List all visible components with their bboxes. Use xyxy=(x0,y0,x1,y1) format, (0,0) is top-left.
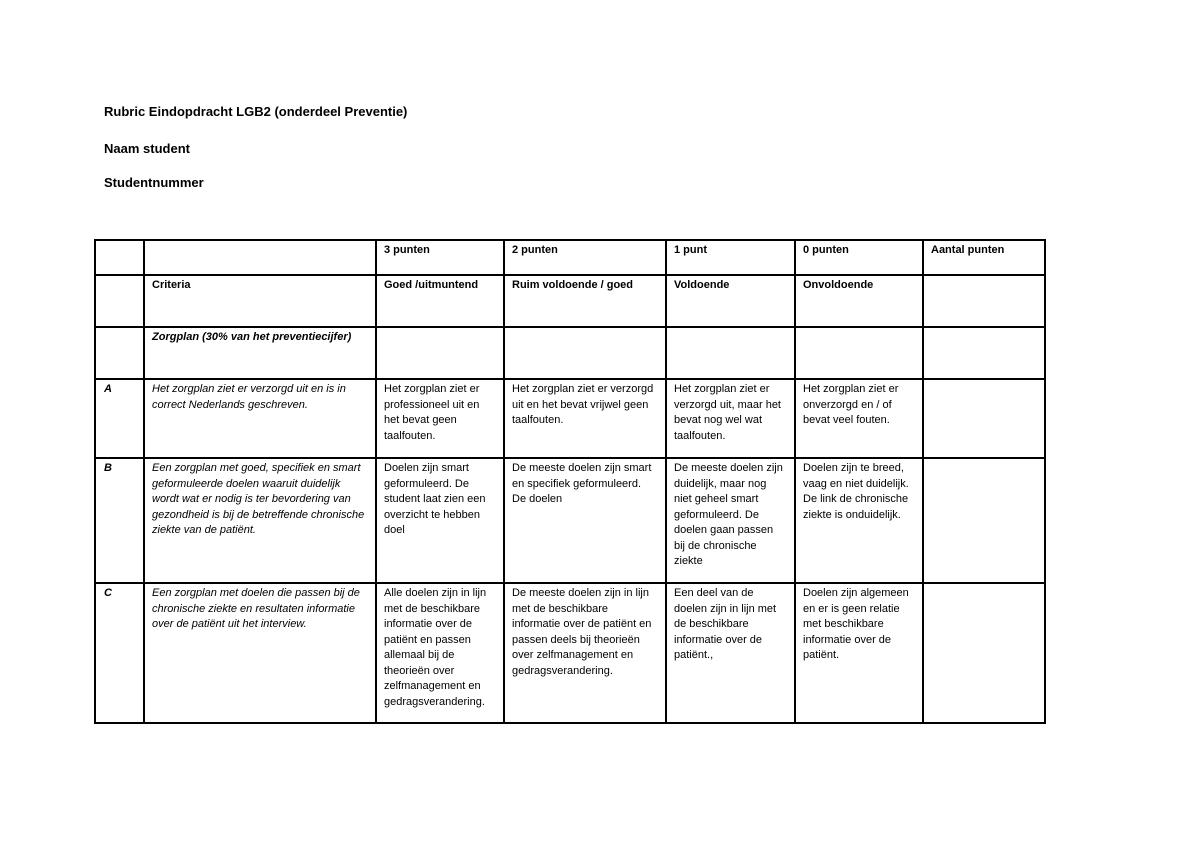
score-cell xyxy=(923,583,1045,723)
level-good-header: Goed /uitmuntend xyxy=(376,275,504,327)
section-empty-cell xyxy=(795,327,923,379)
section-empty-cell xyxy=(666,327,795,379)
header-cell xyxy=(923,275,1045,327)
level-good-cell: Doelen zijn smart geformuleerd. De student laat zien een overzicht te hebben doel xyxy=(376,458,504,583)
score-cell xyxy=(923,458,1045,583)
level-ample-cell: De meeste doelen zijn smart en specifiek geformuleerd. De doelen xyxy=(504,458,666,583)
level-ample-cell: Het zorgplan ziet er verzorgd uit en het bevat vrijwel geen taalfouten. xyxy=(504,379,666,458)
criterion-letter: B xyxy=(95,458,144,583)
section-empty-cell xyxy=(923,327,1045,379)
criterion-letter: A xyxy=(95,379,144,458)
level-sufficient-header: Voldoende xyxy=(666,275,795,327)
points-1-header: 1 punt xyxy=(666,240,795,275)
level-ample-header: Ruim voldoende / goed xyxy=(504,275,666,327)
criterion-description: Een zorgplan met doelen die passen bij de chronische ziekte en resultaten informatie over de patiënt uit het interview. xyxy=(144,583,376,723)
document-title: Rubric Eindopdracht LGB2 (onderdeel Preventie) xyxy=(104,104,408,119)
points-0-header: 0 punten xyxy=(795,240,923,275)
level-sufficient-cell: De meeste doelen zijn duidelijk, maar nog niet geheel smart geformuleerd. De doelen gaan passen bij de chronische ziekte xyxy=(666,458,795,583)
criterion-description: Een zorgplan met goed, specifiek en smart geformuleerde doelen waaruit duidelijk wordt wat er nodig is ter bevordering van gezondheid is bij de betreffende chronische ziekte van de patiënt. xyxy=(144,458,376,583)
points-2-header: 2 punten xyxy=(504,240,666,275)
section-empty-cell xyxy=(376,327,504,379)
level-good-cell: Het zorgplan ziet er professioneel uit en het bevat geen taalfouten. xyxy=(376,379,504,458)
level-good-cell: Alle doelen zijn in lijn met de beschikbare informatie over de patiënt en passen allemaal bij de theorieën over zelfmanagement en gedragsverandering. xyxy=(376,583,504,723)
points-header-row xyxy=(95,240,1045,275)
table-row xyxy=(95,458,1045,583)
total-points-header: Aantal punten xyxy=(923,240,1045,275)
header-cell xyxy=(95,275,144,327)
points-3-header: 3 punten xyxy=(376,240,504,275)
table-row xyxy=(95,583,1045,723)
level-insufficient-cell: Doelen zijn algemeen en er is geen relatie met beschikbare informatie over de patiënt. xyxy=(795,583,923,723)
section-empty-cell xyxy=(95,327,144,379)
student-number-label: Studentnummer xyxy=(104,175,204,190)
rubric-table xyxy=(94,239,1046,724)
level-ample-cell: De meeste doelen zijn in lijn met de beschikbare informatie over de patiënt en passen deels bij theorieën over zelfmanagement en gedragsverandering. xyxy=(504,583,666,723)
criteria-header: Criteria xyxy=(144,275,376,327)
level-insufficient-cell: Het zorgplan ziet er onverzorgd en / of bevat veel fouten. xyxy=(795,379,923,458)
section-title: Zorgplan (30% van het preventiecijfer) xyxy=(144,327,376,379)
section-row xyxy=(95,327,1045,379)
level-header-row xyxy=(95,275,1045,327)
table-row xyxy=(95,379,1045,458)
criterion-description: Het zorgplan ziet er verzorgd uit en is in correct Nederlands geschreven. xyxy=(144,379,376,458)
level-sufficient-cell: Het zorgplan ziet er verzorgd uit, maar het bevat nog wel wat taalfouten. xyxy=(666,379,795,458)
student-name-label: Naam student xyxy=(104,141,190,156)
level-sufficient-cell: Een deel van de doelen zijn in lijn met de beschikbare informatie over de patiënt., xyxy=(666,583,795,723)
level-insufficient-cell: Doelen zijn te breed, vaag en niet duidelijk. De link de chronische ziekte is onduidelijk. xyxy=(795,458,923,583)
score-cell xyxy=(923,379,1045,458)
level-insufficient-header: Onvoldoende xyxy=(795,275,923,327)
header-cell xyxy=(95,240,144,275)
criterion-letter: C xyxy=(95,583,144,723)
header-cell xyxy=(144,240,376,275)
section-empty-cell xyxy=(504,327,666,379)
